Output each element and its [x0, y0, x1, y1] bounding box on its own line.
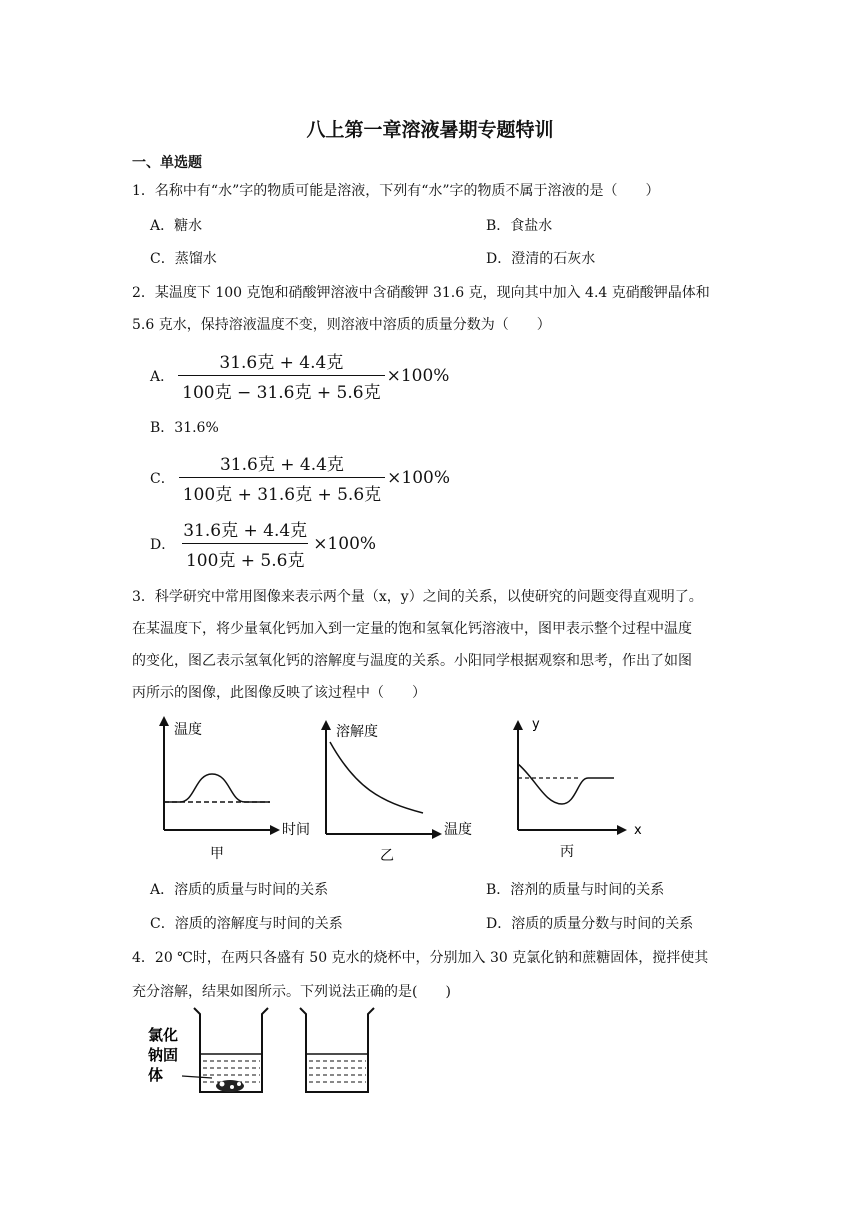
fig-jia-caption: 甲	[210, 846, 224, 862]
fig-bing-caption: 丙	[560, 844, 574, 860]
section-heading: 一、单选题	[132, 155, 202, 171]
q2-option-a-label: A．	[150, 368, 175, 385]
fraction-numerator: 31.6克 + 4.4克	[219, 353, 344, 373]
fig-jia-ylabel: 温度	[174, 722, 202, 738]
figure-bing	[513, 717, 642, 860]
fraction-numerator: 31.6克 + 4.4克	[183, 521, 308, 541]
q2-stem-line1: 2．某温度下 100 克饱和硝酸钾溶液中含硝酸钾 31.6 克，现向其中加入 4.4 克硝酸钾晶体和	[132, 285, 710, 301]
q3-option-d[interactable]: D．溶质的质量分数与时间的关系	[486, 916, 694, 932]
fig-jia-xlabel: 时间	[282, 822, 310, 838]
figure-jia	[159, 716, 310, 862]
fig-yi-ylabel: 溶解度	[336, 724, 378, 740]
y-curve	[518, 764, 614, 804]
x-axis-arrow	[270, 825, 280, 835]
q2-option-c[interactable]	[150, 450, 450, 505]
q2-option-d[interactable]	[150, 516, 376, 571]
q2-option-a-fraction	[178, 348, 384, 403]
q3-option-a[interactable]: A．溶质的质量与时间的关系	[150, 882, 329, 898]
q2-option-a[interactable]	[150, 348, 449, 403]
label-pointer	[182, 1076, 212, 1078]
y-axis-arrow	[321, 720, 331, 730]
q3-figures	[140, 712, 660, 867]
q3-stem-line4: 丙所示的图像，此图像反映了该过程中（ ）	[132, 685, 426, 701]
q3-option-c[interactable]: C．溶质的溶解度与时间的关系	[150, 916, 343, 932]
percent-multiplier: ×100%	[387, 467, 451, 488]
temperature-curve	[164, 774, 270, 802]
beaker-sucrose	[300, 1008, 374, 1092]
q3-stem-line3: 的变化，图乙表示氢氧化钙的溶解度与温度的关系。小阳同学根据观察和思考，作出了如图	[132, 653, 692, 669]
solid-speck	[220, 1082, 225, 1087]
beaker-outline	[194, 1008, 268, 1092]
percent-multiplier: ×100%	[386, 365, 450, 386]
solid-speck	[230, 1085, 234, 1089]
percent-multiplier: ×100%	[313, 533, 377, 554]
undissolved-solid	[216, 1080, 244, 1092]
q2-option-c-fraction	[179, 450, 385, 505]
q4-beakers-figure	[140, 1004, 400, 1096]
fig-bing-ylabel: y	[532, 717, 540, 732]
fig-bing-xlabel: x	[634, 823, 642, 838]
fraction-denominator: 100克 + 31.6克 + 5.6克	[179, 477, 385, 505]
q3-stem-line1: 3．科学研究中常用图像来表示两个量（x，y）之间的关系，以使研究的问题变得直观明了。	[132, 589, 703, 605]
q4-stem-line2: 充分溶解，结果如图所示。下列说法正确的是( )	[132, 984, 451, 1000]
q2-stem-line2: 5.6 克水，保持溶液温度不变，则溶液中溶质的质量分数为（ ）	[132, 317, 551, 333]
nacl-label-line1: 氯化	[148, 1026, 179, 1044]
q1-option-d[interactable]: D．澄清的石灰水	[486, 251, 596, 267]
x-axis-arrow	[617, 825, 627, 835]
q1-stem: 1．名称中有“水”字的物质可能是溶液，下列有“水”字的物质不属于溶液的是（ ）	[132, 183, 660, 199]
q1-option-c[interactable]: C．蒸馏水	[150, 251, 217, 267]
fraction-denominator: 100克 + 5.6克	[182, 543, 309, 571]
solid-speck	[237, 1082, 241, 1086]
x-axis-arrow	[432, 829, 442, 839]
nacl-label-line2: 钠固	[148, 1046, 179, 1064]
fig-yi-xlabel: 温度	[444, 822, 472, 838]
fig-yi-caption: 乙	[380, 848, 394, 864]
beaker-outline	[300, 1008, 374, 1092]
q1-option-a[interactable]: A．糖水	[150, 218, 203, 234]
q2-option-d-label: D．	[150, 536, 176, 553]
q2-option-c-label: C．	[150, 470, 175, 487]
nacl-label-line3: 体	[148, 1066, 164, 1084]
beaker-nacl	[194, 1008, 268, 1092]
y-axis-arrow	[513, 720, 523, 730]
q2-option-d-fraction	[179, 516, 311, 571]
q1-option-b[interactable]: B．食盐水	[486, 218, 553, 234]
q4-stem-line1: 4．20 ℃时，在两只各盛有 50 克水的烧杯中，分别加入 30 克氯化钠和蔗糖固体，搅拌使其	[132, 950, 709, 966]
q3-option-b[interactable]: B．溶剂的质量与时间的关系	[486, 882, 665, 898]
fraction-numerator: 31.6克 + 4.4克	[219, 455, 344, 475]
figure-yi	[321, 720, 472, 864]
solubility-curve	[330, 742, 423, 813]
y-axis-arrow	[159, 716, 169, 726]
page-title: 八上第一章溶液暑期专题特训	[306, 119, 554, 141]
q2-option-b[interactable]: B．31.6%	[150, 420, 219, 436]
fraction-denominator: 100克 − 31.6克 + 5.6克	[178, 375, 384, 403]
q3-stem-line2: 在某温度下，将少量氧化钙加入到一定量的饱和氢氧化钙溶液中，图甲表示整个过程中温度	[132, 621, 692, 637]
